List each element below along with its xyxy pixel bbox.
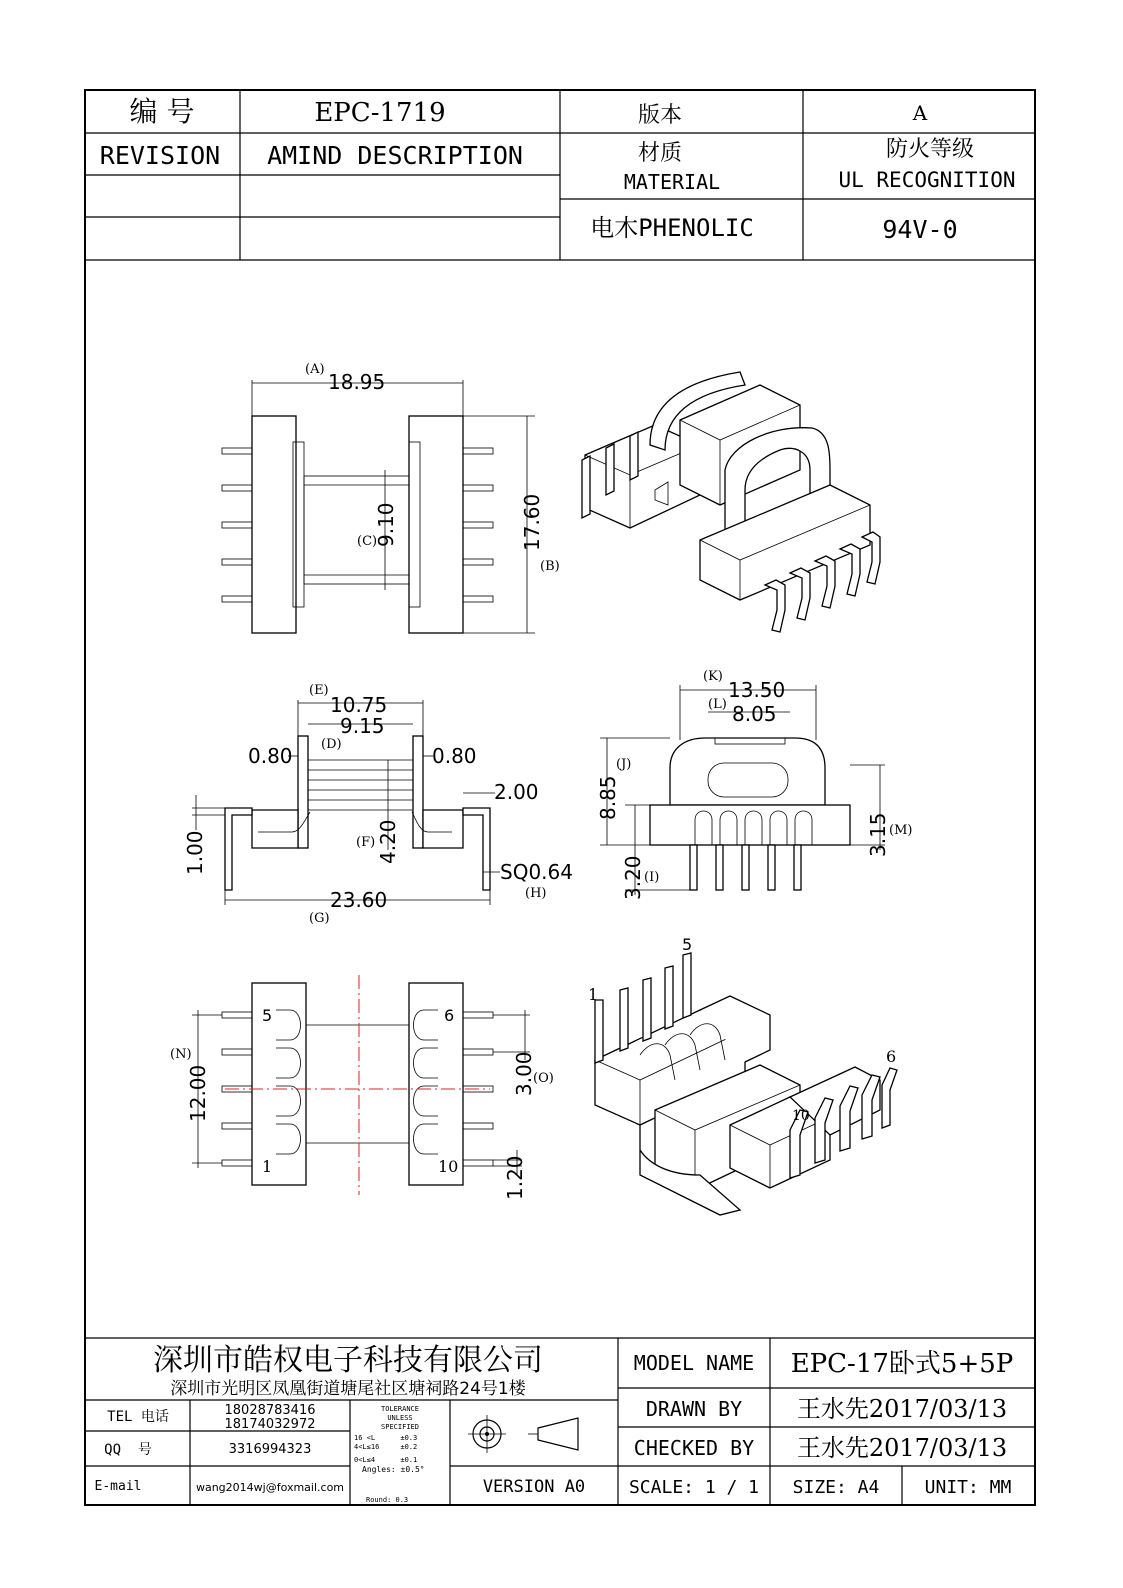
checked-by-label: CHECKED BY	[633, 1436, 755, 1460]
iso-view-top	[582, 372, 880, 632]
size-value: SIZE: A4	[792, 1477, 880, 1498]
drawn-by-value: 王水先2017/03/13	[796, 1395, 1008, 1423]
svg-text:Round: 0.3: Round: 0.3	[366, 1496, 409, 1504]
tolerance-notes	[354, 1405, 425, 1504]
top-view	[222, 362, 560, 633]
scale-value: SCALE: 1 / 1	[628, 1477, 760, 1498]
tel-label: TEL 电话	[107, 1409, 169, 1425]
dim-l-value: 8.05	[732, 702, 777, 726]
ul-label-cn: 防火等级	[885, 137, 975, 162]
dim-right-flange: 0.80	[432, 744, 477, 768]
amend-description-label: AMIND DESCRIPTION	[267, 141, 523, 170]
side-view	[596, 669, 912, 900]
qq-label: QQ 号	[104, 1442, 152, 1458]
dim-d-letter: (D)	[321, 737, 342, 752]
dim-b-letter: (B)	[540, 559, 560, 574]
material-value: 电木PHENOLIC	[590, 214, 754, 242]
tel-2: 18174032972	[224, 1417, 316, 1432]
email-label: E-mail	[94, 1479, 142, 1494]
svg-text:SPECIFIED: SPECIFIED	[381, 1423, 419, 1431]
iso-pin-label-6: 6	[886, 1047, 897, 1066]
version-label: 版本	[637, 103, 683, 128]
dim-d-value: 9.15	[340, 714, 385, 738]
front-view	[183, 683, 573, 926]
qq-value: 3316994323	[228, 1442, 312, 1457]
dim-k-letter: (K)	[703, 669, 723, 684]
dim-l-letter: (L)	[708, 697, 727, 712]
dim-b-value: 17.60	[520, 493, 544, 551]
email-value: wang2014wj@foxmail.com	[195, 1481, 345, 1494]
top-view-left-flange	[252, 416, 296, 633]
version-block: VERSION A0	[482, 1477, 586, 1497]
dim-pin-height: 1.00	[183, 830, 207, 875]
pin-label-5: 5	[262, 1006, 273, 1025]
dim-a-letter: (A)	[305, 362, 325, 377]
top-view-pins-right	[463, 448, 493, 602]
dim-j-value: 8.85	[596, 775, 620, 820]
dim-e-value: 10.75	[330, 693, 388, 717]
dim-pin-offset: 2.00	[494, 780, 539, 804]
dim-g-value: 23.60	[330, 888, 388, 912]
header-table	[85, 90, 1035, 260]
drawing-frame	[85, 90, 1035, 1505]
dim-k-value: 13.50	[728, 678, 786, 702]
dim-i-letter: (I)	[644, 870, 660, 885]
pin-label-1: 1	[262, 1157, 273, 1176]
checked-by-value: 王水先2017/03/13	[796, 1434, 1008, 1462]
dim-pin-sq: SQ0.64	[500, 860, 573, 884]
dim-e-letter: (E)	[309, 683, 329, 698]
number-label: 编 号	[129, 95, 195, 128]
svg-text:0<L≤4 ±0.1: 0<L≤4 ±0.1	[354, 1456, 418, 1464]
ul-label-en: UL RECOGNITION	[838, 168, 1016, 192]
dim-o-value: 3.00	[512, 1051, 536, 1096]
dim-f-value: 4.20	[376, 819, 400, 864]
dim-m-letter: (M)	[889, 823, 913, 838]
top-view-right-flange	[409, 416, 463, 633]
model-name-value: EPC-17卧式5+5P	[790, 1349, 1014, 1379]
iso-pin-label-10: 10	[792, 1108, 810, 1124]
svg-text:UNLESS: UNLESS	[387, 1414, 413, 1422]
unit-value: UNIT: MM	[924, 1477, 1012, 1498]
dim-n-letter: (N)	[170, 1047, 192, 1062]
ul-value: 94V-0	[882, 215, 958, 244]
material-label-cn: 材质	[637, 141, 683, 166]
dim-m-value: 3.15	[866, 812, 890, 857]
drawn-by-label: DRAWN BY	[645, 1397, 743, 1421]
iso-view-bottom	[588, 935, 897, 1215]
bottom-view	[170, 975, 554, 1200]
dim-c-letter: (C)	[357, 534, 378, 549]
svg-text:Angles: ±0.5°: Angles: ±0.5°	[362, 1465, 425, 1474]
iso-pin-label-1: 1	[588, 985, 599, 1004]
material-label-en: MATERIAL	[623, 170, 721, 194]
dim-i-value: 3.20	[621, 855, 645, 900]
projection-symbol-icon	[468, 1415, 578, 1453]
version-value: A	[912, 101, 928, 125]
dim-h-letter: (H)	[525, 886, 547, 901]
dim-c-value: 9.10	[374, 502, 398, 547]
dim-g-letter: (G)	[309, 911, 330, 926]
dim-left-flange: 0.80	[248, 744, 293, 768]
number-value: EPC-1719	[314, 98, 446, 128]
dim-o-letter: (O)	[533, 1071, 554, 1086]
dim-n-value: 12.00	[186, 1064, 210, 1122]
tel-1: 18028783416	[224, 1403, 316, 1418]
model-name-label: MODEL NAME	[633, 1351, 755, 1375]
dim-f-letter: (F)	[356, 835, 376, 850]
company-address: 深圳市光明区凤凰街道塘尾社区塘祠路24号1楼	[170, 1379, 526, 1399]
svg-text:TOLERANCE: TOLERANCE	[381, 1405, 419, 1413]
dim-j-letter: (J)	[616, 757, 632, 772]
dim-a-value: 18.95	[328, 370, 386, 394]
iso-pin-label-5: 5	[682, 935, 693, 954]
dim-pitch: 1.20	[503, 1155, 527, 1200]
svg-text:4<L≤16 ±0.2: 4<L≤16 ±0.2	[354, 1443, 418, 1451]
top-view-pins-left	[222, 448, 252, 602]
pin-label-10: 10	[438, 1157, 459, 1176]
svg-text:16 <L ±0.3: 16 <L ±0.3	[354, 1434, 418, 1442]
pin-label-6: 6	[444, 1006, 455, 1025]
revision-label: REVISION	[99, 141, 221, 170]
company-name: 深圳市皓权电子科技有限公司	[153, 1343, 543, 1378]
title-block	[85, 1338, 1035, 1505]
